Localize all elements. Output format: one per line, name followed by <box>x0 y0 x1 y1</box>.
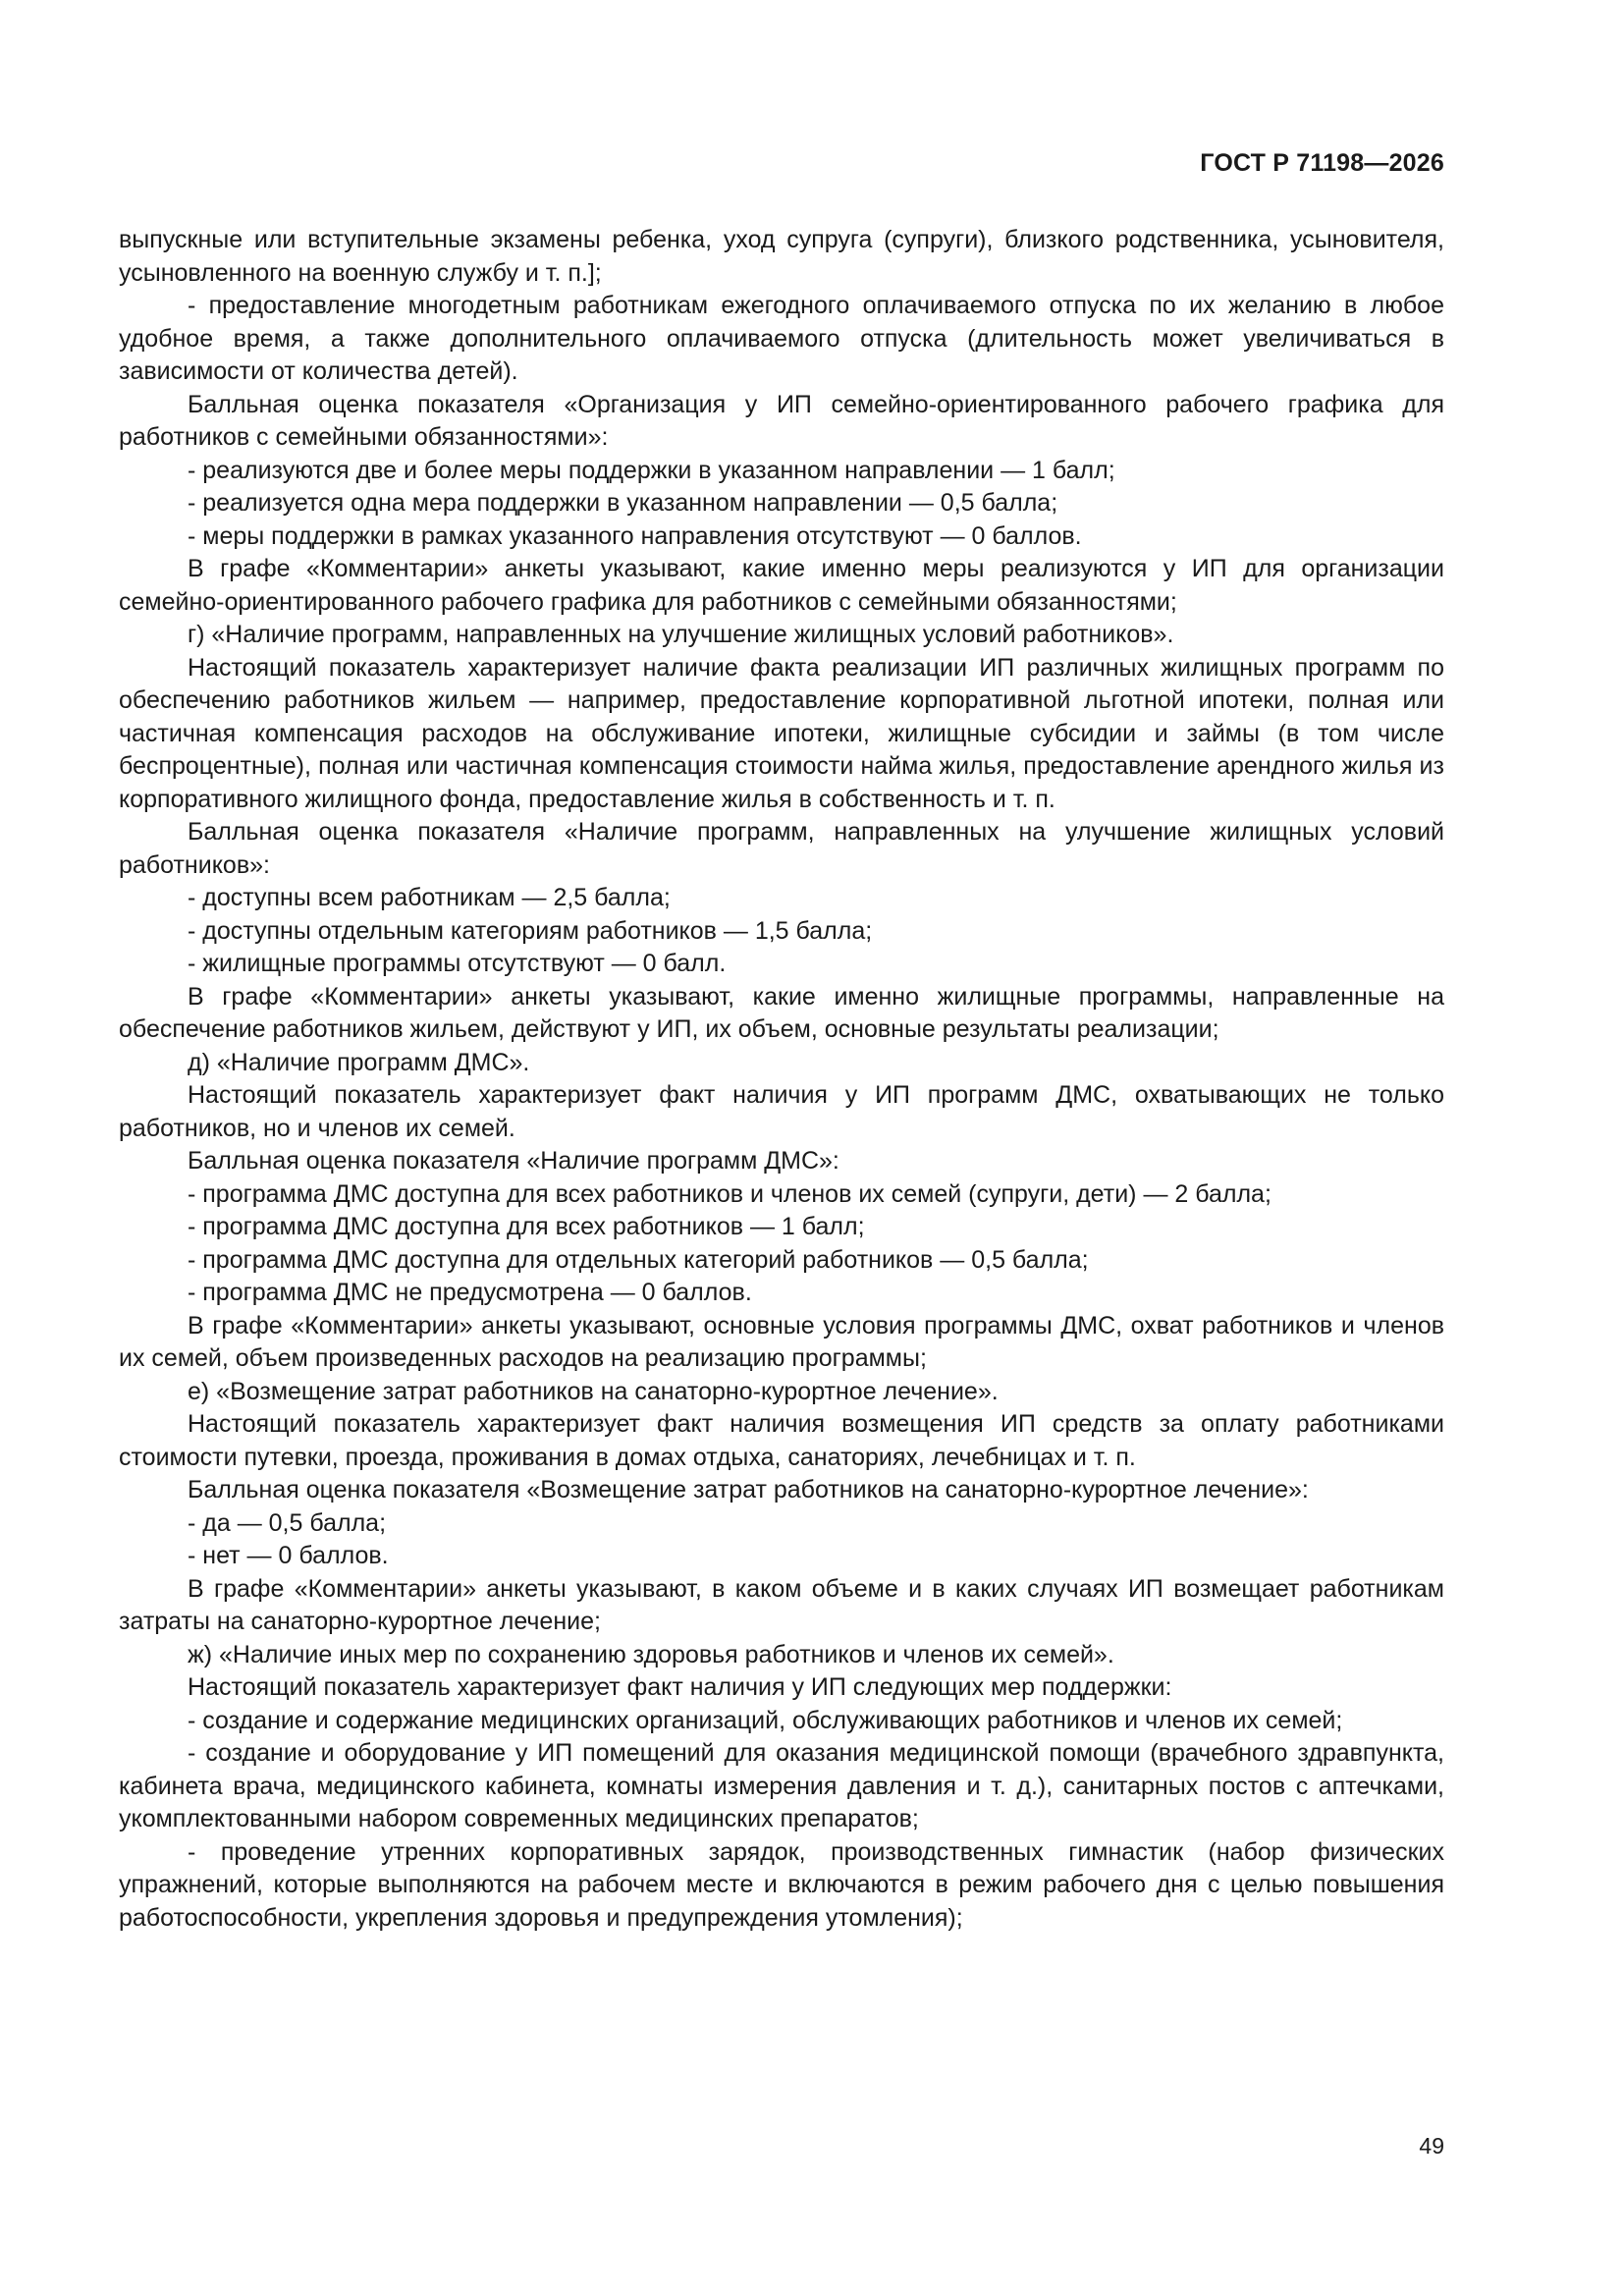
paragraph: - проведение утренних корпоративных зарядок, производственных гимнастик (набор физических упражнений, которые выполняются на рабочем месте и включаются в режим рабочего дня с целью повышения работоспособности, укрепления здоровья и предупреждения утомления); <box>119 1837 1444 1932</box>
paragraph: - создание и содержание медицинских организаций, обслуживающих работников и членов их семей; <box>188 1706 1343 1734</box>
paragraph: ж) «Наличие иных мер по сохранению здоровья работников и членов их семей». <box>188 1640 1114 1668</box>
paragraph: - жилищные программы отсутствуют — 0 балл. <box>188 950 727 977</box>
paragraph: - доступны всем работникам — 2,5 балла; <box>188 884 671 911</box>
paragraph: Балльная оценка показателя «Наличие программ, направленных на улучшение жилищных условий работников»: <box>119 818 1444 879</box>
paragraph: - доступны отдельным категориям работников — 1,5 балла; <box>188 916 873 945</box>
paragraph: Балльная оценка показателя «Организация у ИП семейно-ориентированного рабочего графика для работников с семейными обязанностями»: <box>119 390 1444 451</box>
paragraph: - меры поддержки в рамках указанного направления отсутствуют — 0 баллов. <box>188 521 1082 550</box>
paragraph: Настоящий показатель характеризует факт наличия у ИП программ ДМС, охватывающих не только работников, но и членов их семей. <box>119 1081 1444 1142</box>
page-number: 49 <box>1419 2133 1444 2159</box>
paragraph: - реализуется одна мера поддержки в указанном направлении — 0,5 балла; <box>188 489 1058 517</box>
paragraph: выпускные или вступительные экзамены ребенка, уход супруга (супруги), близкого родственника, усыновителя, усыновленного на военную службу и т. п.]; <box>119 226 1444 287</box>
paragraph: - создание и оборудование у ИП помещений для оказания медицинской помощи (врачебного здравпункта, кабинета врача, медицинского кабинета, комнаты измерения давления и т. д.), санитарных постов с аптечками, укомплектованными набором современных медицинских препаратов; <box>119 1739 1444 1832</box>
paragraph: В графе «Комментарии» анкеты указывают, в каком объеме и в каких случаях ИП возмещает работникам затраты на санаторно-курортное лечение; <box>119 1574 1444 1635</box>
paragraph: Настоящий показатель характеризует наличие факта реализации ИП различных жилищных программ по обеспечению работников жильем — например, предоставление корпоративной льготной ипотеки, полная или частичная компенсация расходов на обслуживание ипотеки, жилищные субсидии и займы (в том числе беспроцентные), полная или частичная компенсация стоимости найма жилья, предоставление арендного жилья из корпоративного жилищного фонда, предоставление жилья в собственность и т. п. <box>119 653 1444 813</box>
paragraph: г) «Наличие программ, направленных на улучшение жилищных условий работников». <box>188 621 1174 648</box>
paragraph: д) «Наличие программ ДМС». <box>188 1048 530 1076</box>
paragraph: - программа ДМС доступна для отдельных категорий работников — 0,5 балла; <box>188 1245 1089 1274</box>
paragraph: - реализуются две и более меры поддержки в указанном направлении — 1 балл; <box>188 456 1115 484</box>
paragraph: - предоставление многодетным работникам ежегодного оплачиваемого отпуска по их желанию в любое удобное время, а также дополнительного оплачиваемого отпуска (длительность может увеличиваться в зависимости от количества детей). <box>119 292 1444 385</box>
document-body <box>119 224 1444 1935</box>
paragraph: Настоящий показатель характеризует факт наличия у ИП следующих мер поддержки: <box>188 1673 1172 1701</box>
paragraph: - программа ДМС доступна для всех работников и членов их семей (супруги, дети) — 2 балла; <box>188 1179 1271 1208</box>
paragraph: - нет — 0 баллов. <box>188 1542 389 1569</box>
paragraph: Настоящий показатель характеризует факт наличия возмещения ИП средств за оплату работниками стоимости путевки, проезда, проживания в домах отдыха, санаториях, лечебницах и т. п. <box>119 1410 1444 1471</box>
paragraph: - программа ДМС не предусмотрена — 0 баллов. <box>188 1279 752 1306</box>
paragraph: Балльная оценка показателя «Возмещение затрат работников на санаторно-курортное лечение»: <box>188 1476 1309 1503</box>
paragraph: - программа ДМС доступна для всех работников — 1 балл; <box>188 1213 865 1240</box>
paragraph: - да — 0,5 балла; <box>188 1508 387 1537</box>
paragraph: е) «Возмещение затрат работников на санаторно-курортное лечение». <box>188 1377 999 1405</box>
paragraph: В графе «Комментарии» анкеты указывают, основные условия программы ДМС, охват работников и членов их семей, объем произведенных расходов на реализацию программы; <box>119 1311 1444 1372</box>
standard-header: ГОСТ Р 71198—2026 <box>1200 149 1444 177</box>
paragraph: В графе «Комментарии» анкеты указывают, какие именно меры реализуются у ИП для организации семейно-ориентированного рабочего графика для работников с семейными обязанностями; <box>119 555 1444 616</box>
paragraph: В графе «Комментарии» анкеты указывают, какие именно жилищные программы, направленные на обеспечение работников жильем, действуют у ИП, их объем, основные результаты реализации; <box>119 982 1444 1043</box>
paragraph: Балльная оценка показателя «Наличие программ ДМС»: <box>188 1147 839 1175</box>
